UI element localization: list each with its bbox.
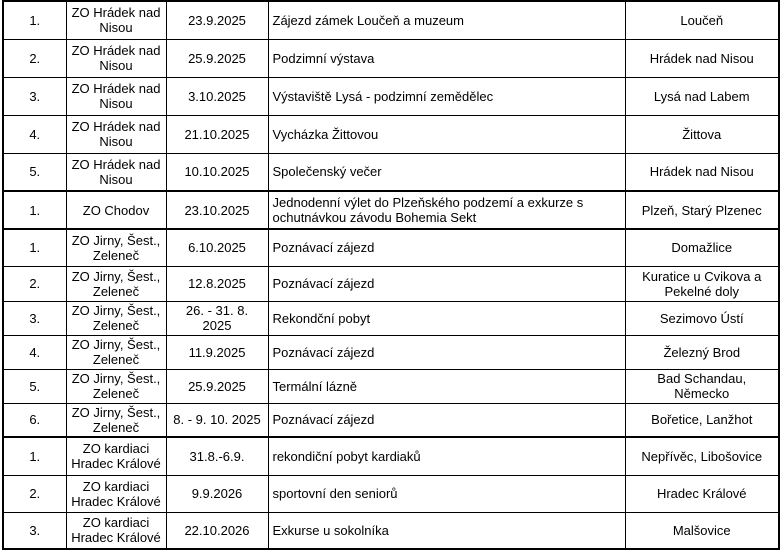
organization-cell: ZO Jirny, Šest., Zeleneč	[66, 266, 166, 301]
event-cell: Exkurse u sokolníka	[268, 512, 625, 549]
row-number: 2.	[3, 266, 66, 301]
place-cell: Plzeň, Starý Plzenec	[625, 191, 779, 229]
place-cell: Malšovice	[625, 512, 779, 549]
place-cell: Kuratice u Cvikova a Pekelné doly	[625, 266, 779, 301]
table-row	[3, 512, 779, 549]
date-cell: 9.9.2026	[166, 475, 268, 512]
place-cell: Železný Brod	[625, 335, 779, 369]
table-row	[3, 437, 779, 475]
place-cell: Bořetice, Lanžhot	[625, 403, 779, 437]
row-number: 1.	[3, 437, 66, 475]
organization-cell: ZO Jirny, Šest., Zeleneč	[66, 229, 166, 266]
organization-cell: ZO Jirny, Šest., Zeleneč	[66, 403, 166, 437]
table-row	[3, 266, 779, 301]
organization-cell: ZO Hrádek nad Nisou	[66, 1, 166, 39]
place-cell: Domažlice	[625, 229, 779, 266]
table-row	[3, 115, 779, 153]
event-cell: Poznávací zájezd	[268, 403, 625, 437]
date-cell: 25.9.2025	[166, 39, 268, 77]
event-cell: Rekondční pobyt	[268, 301, 625, 335]
date-cell: 22.10.2026	[166, 512, 268, 549]
event-cell: Společenský večer	[268, 153, 625, 191]
organization-cell: ZO Hrádek nad Nisou	[66, 115, 166, 153]
event-cell: Výstaviště Lysá - podzimní zemědělec	[268, 77, 625, 115]
table-row	[3, 191, 779, 229]
date-cell: 23.9.2025	[166, 1, 268, 39]
table-row	[3, 335, 779, 369]
row-number: 3.	[3, 77, 66, 115]
date-cell: 21.10.2025	[166, 115, 268, 153]
event-cell: Poznávací zájezd	[268, 229, 625, 266]
row-number: 5.	[3, 369, 66, 403]
place-cell: Bad Schandau, Německo	[625, 369, 779, 403]
date-cell: 26. - 31. 8. 2025	[166, 301, 268, 335]
organization-cell: ZO kardiaci Hradec Králové	[66, 512, 166, 549]
organization-cell: ZO kardiaci Hradec Králové	[66, 475, 166, 512]
row-number: 1.	[3, 229, 66, 266]
table-row	[3, 301, 779, 335]
date-cell: 31.8.-6.9.	[166, 437, 268, 475]
row-number: 3.	[3, 512, 66, 549]
organization-cell: ZO Jirny, Šest., Zeleneč	[66, 335, 166, 369]
place-cell: Hrádek nad Nisou	[625, 153, 779, 191]
place-cell: Hrádek nad Nisou	[625, 39, 779, 77]
organization-cell: ZO Hrádek nad Nisou	[66, 77, 166, 115]
event-cell: Vycházka Žittovou	[268, 115, 625, 153]
place-cell: Loučeň	[625, 1, 779, 39]
place-cell: Žittova	[625, 115, 779, 153]
organization-cell: ZO Chodov	[66, 191, 166, 229]
event-cell: Podzimní výstava	[268, 39, 625, 77]
organization-cell: ZO Hrádek nad Nisou	[66, 153, 166, 191]
event-cell: Termální lázně	[268, 369, 625, 403]
events-table-body	[3, 1, 779, 549]
date-cell: 6.10.2025	[166, 229, 268, 266]
row-number: 1.	[3, 191, 66, 229]
date-cell: 25.9.2025	[166, 369, 268, 403]
organization-cell: ZO Hrádek nad Nisou	[66, 39, 166, 77]
events-table	[2, 0, 780, 550]
table-row	[3, 1, 779, 39]
event-cell: Poznávací zájezd	[268, 266, 625, 301]
row-number: 4.	[3, 115, 66, 153]
table-row	[3, 39, 779, 77]
place-cell: Sezimovo Ústí	[625, 301, 779, 335]
event-cell: rekondiční pobyt kardiaků	[268, 437, 625, 475]
date-cell: 8. - 9. 10. 2025	[166, 403, 268, 437]
table-row	[3, 475, 779, 512]
organization-cell: ZO Jirny, Šest., Zeleneč	[66, 369, 166, 403]
row-number: 2.	[3, 39, 66, 77]
place-cell: Lysá nad Labem	[625, 77, 779, 115]
event-cell: Jednodenní výlet do Plzeňského podzemí a exkurze s ochutnávkou závodu Bohemia Sekt	[268, 191, 625, 229]
row-number: 4.	[3, 335, 66, 369]
date-cell: 23.10.2025	[166, 191, 268, 229]
date-cell: 11.9.2025	[166, 335, 268, 369]
event-cell: sportovní den seniorů	[268, 475, 625, 512]
row-number: 5.	[3, 153, 66, 191]
organization-cell: ZO Jirny, Šest., Zeleneč	[66, 301, 166, 335]
table-row	[3, 403, 779, 437]
place-cell: Nepřívěc, Libošovice	[625, 437, 779, 475]
date-cell: 12.8.2025	[166, 266, 268, 301]
place-cell: Hradec Králové	[625, 475, 779, 512]
row-number: 6.	[3, 403, 66, 437]
event-cell: Poznávací zájezd	[268, 335, 625, 369]
row-number: 3.	[3, 301, 66, 335]
table-row	[3, 369, 779, 403]
table-row	[3, 153, 779, 191]
event-cell: Zájezd zámek Loučeň a muzeum	[268, 1, 625, 39]
date-cell: 3.10.2025	[166, 77, 268, 115]
row-number: 1.	[3, 1, 66, 39]
table-row	[3, 77, 779, 115]
table-row	[3, 229, 779, 266]
row-number: 2.	[3, 475, 66, 512]
date-cell: 10.10.2025	[166, 153, 268, 191]
organization-cell: ZO kardiaci Hradec Králové	[66, 437, 166, 475]
